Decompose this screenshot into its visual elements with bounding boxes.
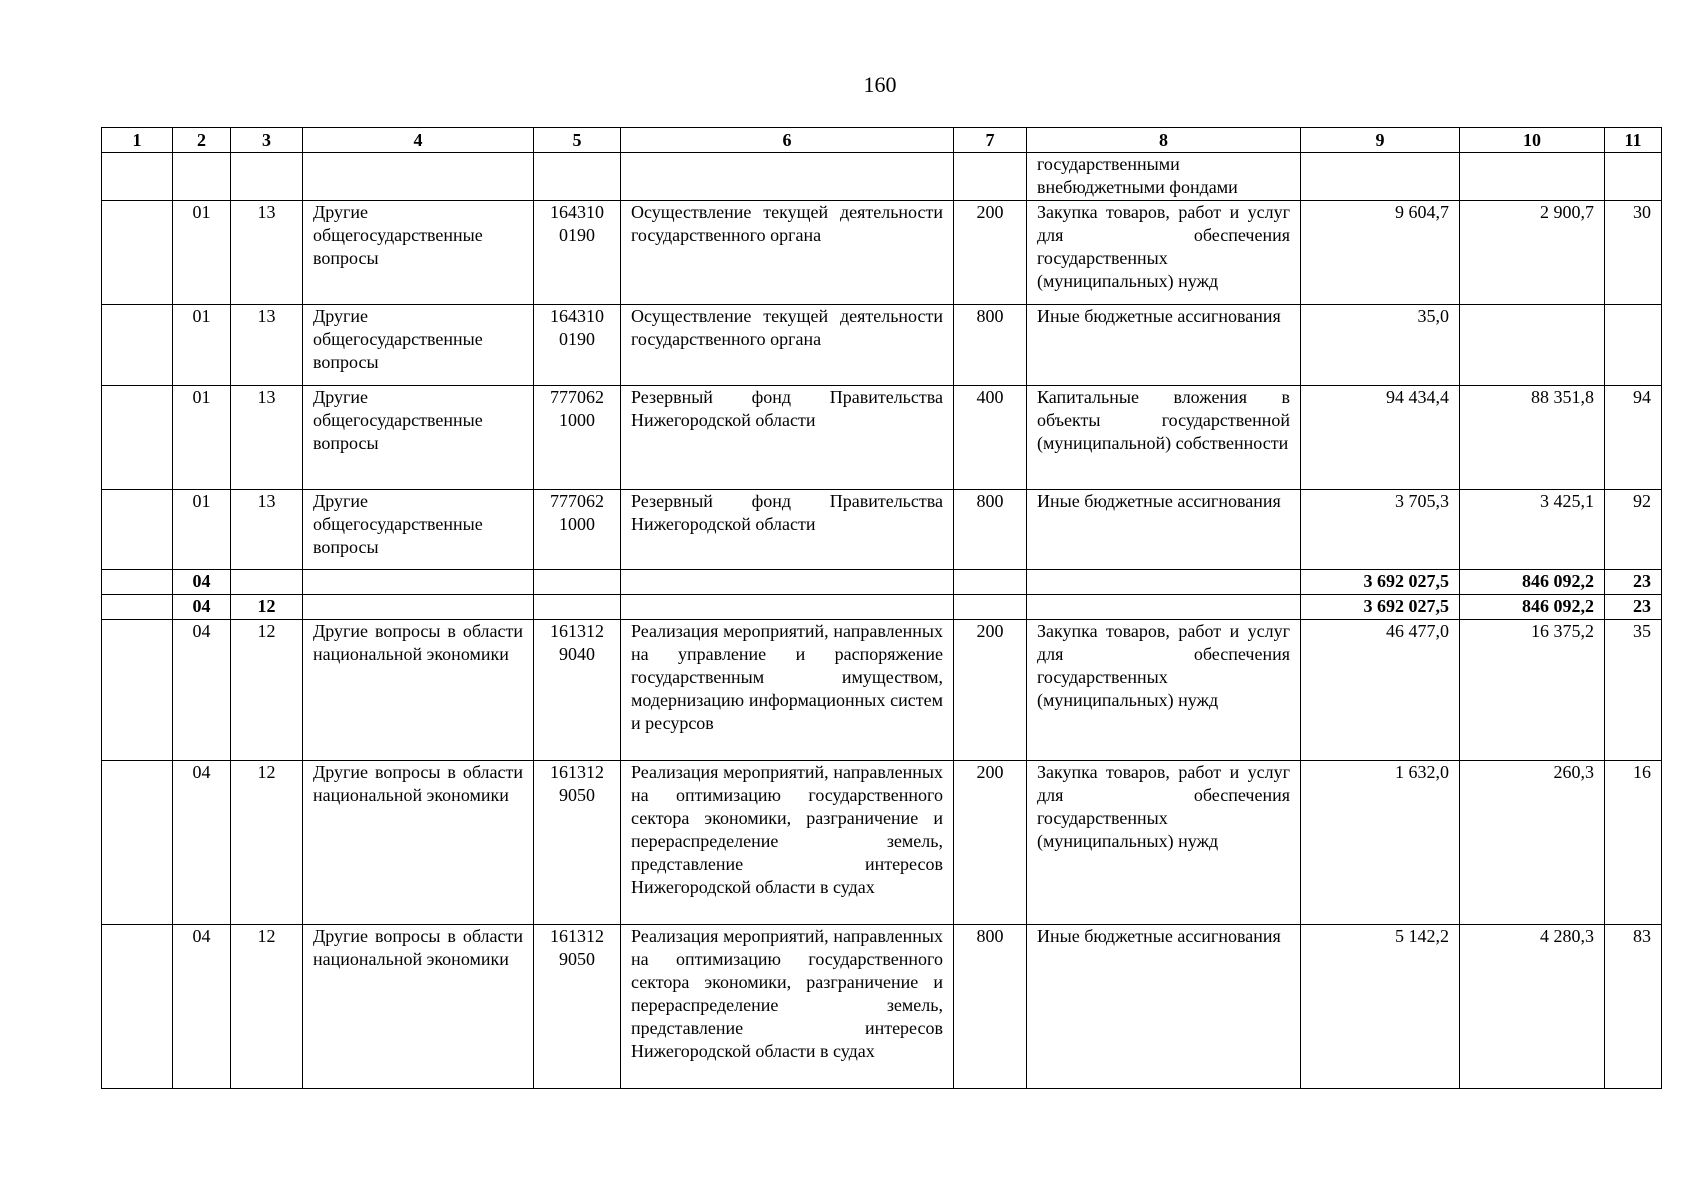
table-row [102,570,1662,595]
cell: 94 434,4 [1301,386,1460,490]
cell: 800 [954,925,1027,1089]
cell: 01 [173,490,231,570]
cell: государственными внебюджетными фондами [1027,153,1301,201]
cell: 04 [173,595,231,620]
cell [303,595,534,620]
cell: 88 351,8 [1460,386,1605,490]
cell [534,925,621,1089]
cell [534,153,621,201]
cell [534,595,621,620]
cell [102,925,173,1089]
cell: 01 [173,305,231,386]
cell: 800 [954,490,1027,570]
cell [102,595,173,620]
cell: 23 [1605,595,1662,620]
cell: 13 [231,201,303,305]
cell: Реализация мероприятий, направленных на оптимизацию государственного сектора экономики, разграничение и перераспределение земель, представление интересов Нижегородской области в судах [621,761,954,925]
cell: 2 900,7 [1460,201,1605,305]
cell: 12 [231,595,303,620]
code-part: 161312 [550,621,604,641]
cell: 846 092,2 [1460,595,1605,620]
cell [954,595,1027,620]
code-part: 161312 [550,926,604,946]
cell: Реализация мероприятий, направленных на оптимизацию государственного сектора экономики, разграничение и перераспределение земель, представление интересов Нижегородской области в судах [621,925,954,1089]
cell: Капитальные вложения в объекты государственной (муниципальной) собственности [1027,386,1301,490]
table-row [102,490,1662,570]
cell [954,153,1027,201]
cell: 04 [173,925,231,1089]
column-number-row [102,128,1662,153]
cell: Другие вопросы в области национальной экономики [303,620,534,761]
cell [534,490,621,570]
table-row [102,201,1662,305]
code-part: 9050 [559,785,595,805]
cell: 9 604,7 [1301,201,1460,305]
cell: 01 [173,201,231,305]
cell [1460,305,1605,386]
cell: 4 280,3 [1460,925,1605,1089]
code-part: 9050 [559,949,595,969]
cell [102,386,173,490]
cell [231,153,303,201]
cell [1460,153,1605,201]
cell [621,153,954,201]
cell: 83 [1605,925,1662,1089]
cell: Другие вопросы в области национальной экономики [303,761,534,925]
cell [534,761,621,925]
cell: 3 425,1 [1460,490,1605,570]
cell: Осуществление текущей деятельности государственного органа [621,305,954,386]
cell: 13 [231,490,303,570]
column-header: 8 [1027,128,1301,153]
code-part: 1000 [559,410,595,430]
table-row [102,386,1662,490]
cell [534,201,621,305]
cell [1301,153,1460,201]
column-header: 10 [1460,128,1605,153]
cell [1605,153,1662,201]
table-row [102,153,1662,201]
cell: Резервный фонд Правительства Нижегородской области [621,386,954,490]
code-part: 0190 [559,329,595,349]
cell: 30 [1605,201,1662,305]
cell: 13 [231,386,303,490]
budget-table [101,127,1662,1089]
cell: 200 [954,620,1027,761]
cell [1605,305,1662,386]
cell: Другие общегосударственные вопросы [303,201,534,305]
cell: 16 375,2 [1460,620,1605,761]
code-part: 164310 [550,306,604,326]
cell: 1 632,0 [1301,761,1460,925]
cell: Иные бюджетные ассигнования [1027,305,1301,386]
cell [534,386,621,490]
cell: 94 [1605,386,1662,490]
cell [231,570,303,595]
cell [102,761,173,925]
cell [102,201,173,305]
cell [102,490,173,570]
cell: Реализация мероприятий, направленных на управление и распоряжение государственным имуществом, модернизацию информационных систем и ресурсов [621,620,954,761]
cell [102,305,173,386]
cell: 200 [954,201,1027,305]
cell [303,570,534,595]
cell: 16 [1605,761,1662,925]
cell: Резервный фонд Правительства Нижегородской области [621,490,954,570]
cell: Иные бюджетные ассигнования [1027,925,1301,1089]
cell: 260,3 [1460,761,1605,925]
cell: 35 [1605,620,1662,761]
cell: Другие общегосударственные вопросы [303,305,534,386]
cell [534,570,621,595]
cell: 46 477,0 [1301,620,1460,761]
column-header: 1 [102,128,173,153]
cell: 04 [173,620,231,761]
cell: Иные бюджетные ассигнования [1027,490,1301,570]
cell: 23 [1605,570,1662,595]
cell: Другие вопросы в области национальной экономики [303,925,534,1089]
cell: 400 [954,386,1027,490]
cell: 35,0 [1301,305,1460,386]
code-part: 161312 [550,762,604,782]
cell [954,570,1027,595]
code-part: 777062 [550,387,604,407]
column-header: 4 [303,128,534,153]
cell [534,620,621,761]
cell: 13 [231,305,303,386]
cell: Закупка товаров, работ и услуг для обеспечения государственных (муниципальных) нужд [1027,761,1301,925]
cell: 3 705,3 [1301,490,1460,570]
cell: 12 [231,620,303,761]
cell [621,570,954,595]
cell [1027,595,1301,620]
cell: Другие общегосударственные вопросы [303,386,534,490]
table-row [102,620,1662,761]
cell: 04 [173,570,231,595]
cell: 12 [231,761,303,925]
cell [534,305,621,386]
table-row [102,305,1662,386]
column-header: 11 [1605,128,1662,153]
cell [102,620,173,761]
cell: 3 692 027,5 [1301,595,1460,620]
cell: 846 092,2 [1460,570,1605,595]
cell [102,153,173,201]
column-header: 2 [173,128,231,153]
column-header: 9 [1301,128,1460,153]
cell: Закупка товаров, работ и услуг для обеспечения государственных (муниципальных) нужд [1027,201,1301,305]
page-number: 160 [863,72,897,97]
code-part: 777062 [550,491,604,511]
table-row [102,925,1662,1089]
code-part: 164310 [550,202,604,222]
cell: 12 [231,925,303,1089]
cell: Осуществление текущей деятельности государственного органа [621,201,954,305]
cell [1027,570,1301,595]
cell: 3 692 027,5 [1301,570,1460,595]
cell: 01 [173,386,231,490]
cell [173,153,231,201]
cell: 5 142,2 [1301,925,1460,1089]
table-row [102,595,1662,620]
cell: 92 [1605,490,1662,570]
cell: Закупка товаров, работ и услуг для обеспечения государственных (муниципальных) нужд [1027,620,1301,761]
column-header: 5 [534,128,621,153]
table-row [102,761,1662,925]
column-header: 3 [231,128,303,153]
cell: Другие общегосударственные вопросы [303,490,534,570]
code-part: 1000 [559,514,595,534]
cell: 200 [954,761,1027,925]
column-header: 6 [621,128,954,153]
cell: 800 [954,305,1027,386]
cell [102,570,173,595]
column-header: 7 [954,128,1027,153]
cell [621,595,954,620]
code-part: 9040 [559,644,595,664]
cell [303,153,534,201]
code-part: 0190 [559,225,595,245]
cell: 04 [173,761,231,925]
